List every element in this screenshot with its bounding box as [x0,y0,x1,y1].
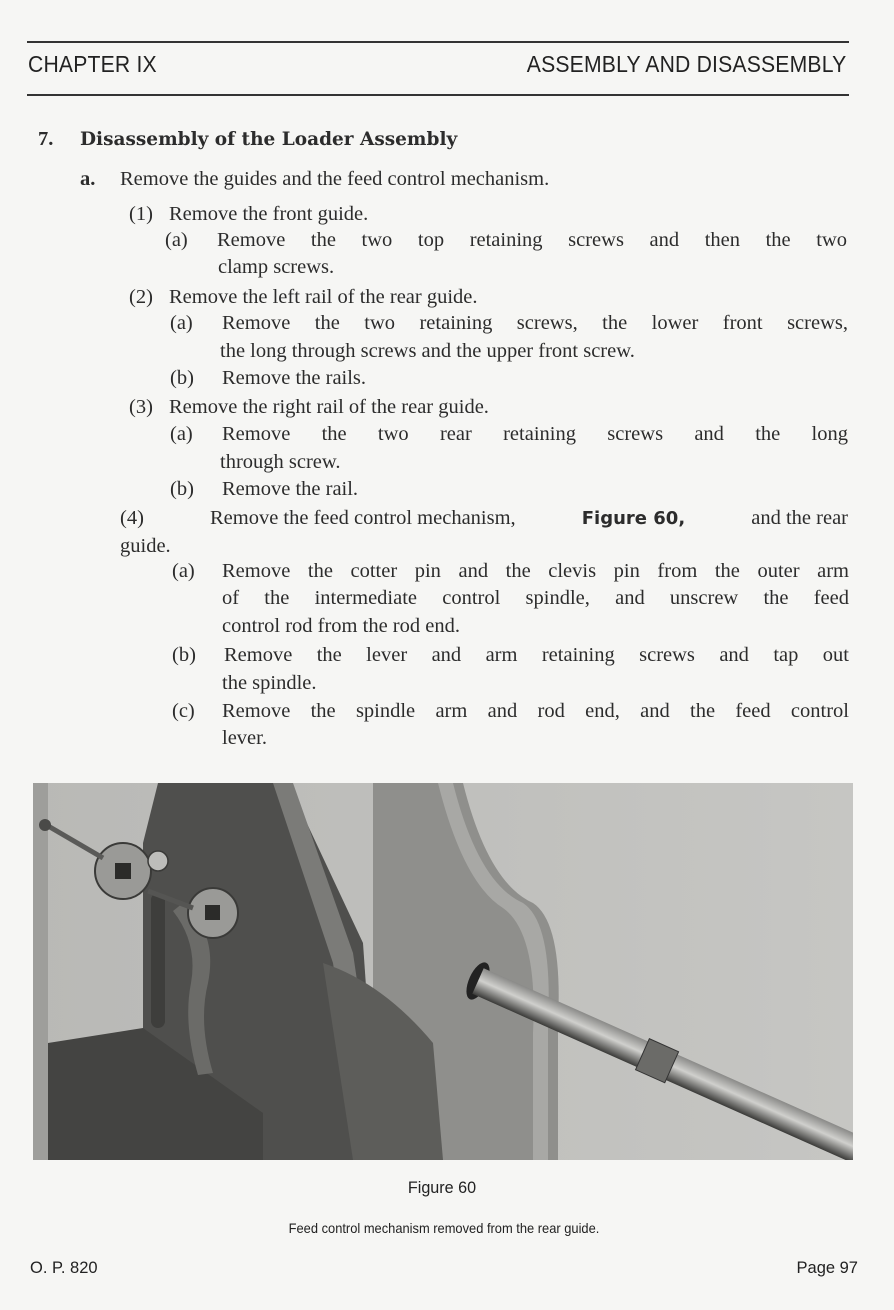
chapter-label: CHAPTER IX [28,51,157,77]
substep-text: Remove the right rail of the rear guide. [169,396,489,418]
substep-marker: (1) [129,203,153,225]
figure-reference-link[interactable]: Figure 60, [581,508,686,529]
step-text: Remove the guides and the feed control mechanism. [120,168,550,190]
figure-label: Figure 60 [407,1178,477,1197]
item-line: Remove the spindle arm and rod end, and the feed control [222,700,849,722]
item-marker: (b) [172,644,196,666]
square-hole [205,905,220,920]
item-line: Remove the rail. [222,478,359,500]
item-line: through screw. [220,451,341,473]
left-edge [33,783,48,1160]
item-marker: (c) [172,700,195,722]
document-number: O. P. 820 [30,1259,98,1277]
page-number: Page 97 [796,1259,858,1277]
spindle-handle [151,893,165,1028]
cotter-pin-head [39,819,51,831]
item-marker: (a) [170,423,193,445]
substep-text: and the rear [751,507,848,529]
item-line: clamp screws. [218,256,335,278]
item-line: Remove the rails. [222,367,367,389]
substep-text: Remove the feed control mechanism, [209,507,516,529]
item-marker: (a) [165,229,188,251]
item-line: lever. [222,727,267,749]
substep-marker: (3) [129,396,153,418]
substep-text: Remove the left rail of the rear guide. [169,286,478,308]
item-line: of the intermediate control spindle, and unscrew the feed [222,587,849,609]
square-hole [115,863,131,879]
feed-control-mechanism-image [33,783,853,1160]
substep-text: Remove the front guide. [169,203,369,225]
item-marker: (a) [170,312,193,334]
header-rule-bottom [27,94,849,96]
item-line: Remove the two top retaining screws and then the two [217,229,847,251]
item-line: Remove the two retaining screws, the lower front screws, [222,312,848,334]
substep-marker: (2) [129,286,153,308]
item-marker: (b) [170,367,194,389]
item-marker: (a) [172,560,195,582]
header-rule-top [27,41,849,43]
substep-marker: (4) [120,507,144,529]
figure-photo [33,783,853,1160]
item-line: Remove the lever and arm retaining screws and tap out [224,644,849,666]
item-line: Remove the two rear retaining screws and the long [222,423,848,445]
figure-caption: Feed control mechanism removed from the rear guide. [288,1220,600,1236]
step-marker: a. [80,168,96,190]
item-line: the spindle. [222,672,317,694]
clevis-pin [148,851,168,871]
substep-text: guide. [120,535,171,557]
item-line: Remove the cotter pin and the clevis pin from the outer arm [222,560,849,582]
item-marker: (b) [170,478,194,500]
item-line: control rod from the rod end. [222,615,460,637]
chapter-title: ASSEMBLY AND DISASSEMBLY [526,51,846,77]
section-title: Disassembly of the Loader Assembly [80,129,458,150]
substep-line [120,505,848,533]
section-number: 7. [38,128,54,150]
item-line: the long through screws and the upper front screw. [220,340,635,362]
